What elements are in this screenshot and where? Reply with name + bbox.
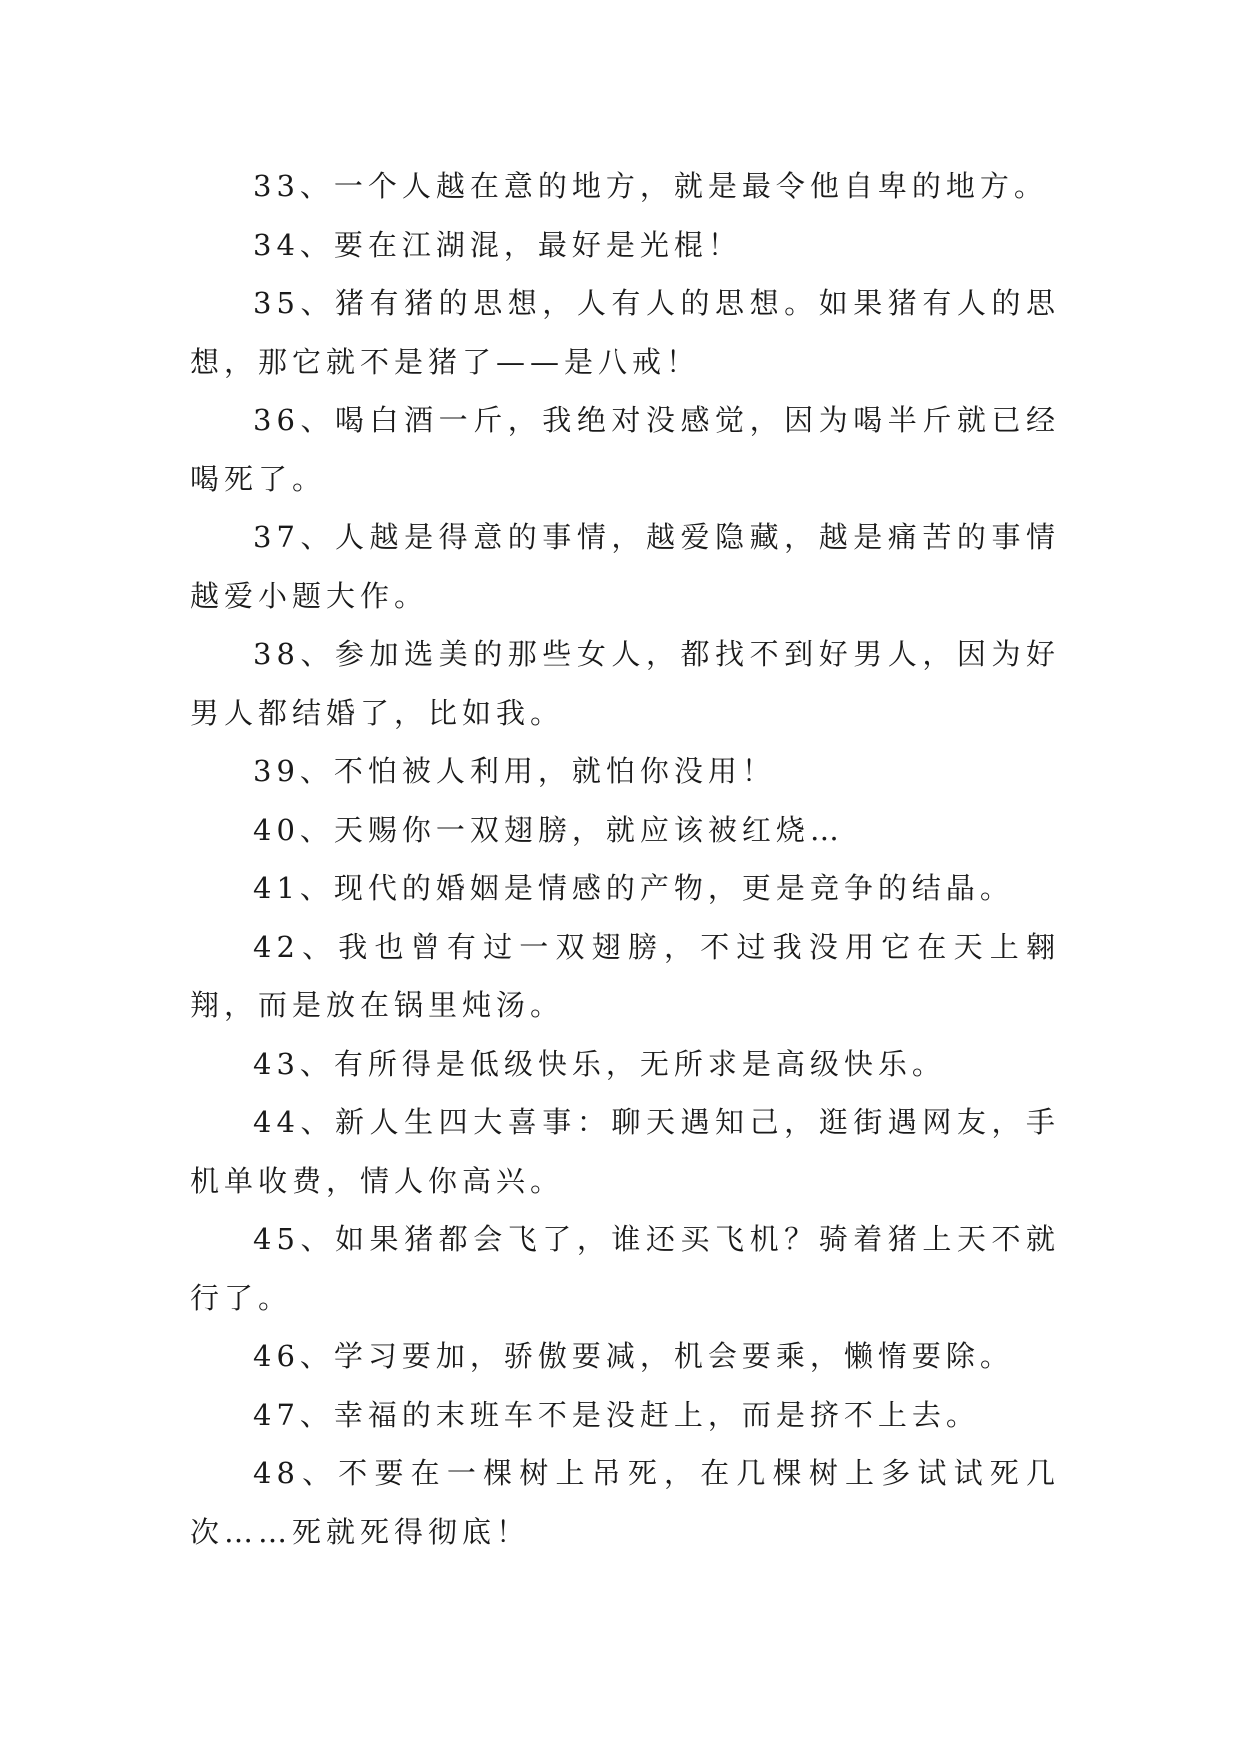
paragraph-40: 40、天赐你一双翅膀，就应该被红烧…	[253, 812, 844, 847]
paragraph-47: 47、幸福的末班车不是没赶上，而是挤不上去。	[253, 1397, 980, 1432]
paragraph-34: 34、要在江湖混，最好是光棍！	[253, 227, 742, 262]
paragraph-43: 43、有所得是低级快乐，无所求是高级快乐。	[253, 1046, 946, 1081]
paragraph-36: 36、喝白酒一斤，我绝对没感觉，因为喝半斤就已经喝死了。	[190, 403, 1060, 496]
paragraph-48: 48、不要在一棵树上吊死，在几棵树上多试试死几次……死就死得彻底！	[190, 1456, 1060, 1549]
paragraph-42: 42、我也曾有过一双翅膀，不过我没用它在天上翱翔，而是放在锅里炖汤。	[190, 929, 1060, 1022]
paragraph-39: 39、不怕被人利用，就怕你没用！	[253, 754, 776, 788]
paragraph-45: 45、如果猪都会飞了，谁还买飞机？骑着猪上天不就行了。	[190, 1222, 1060, 1315]
paragraph-33: 33、一个人越在意的地方，就是最令他自卑的地方。	[253, 169, 1048, 203]
paragraph-41: 41、现代的婚姻是情感的产物，更是竞争的结晶。	[253, 871, 1014, 905]
paragraph-38: 38、参加选美的那些女人，都找不到好男人，因为好男人都结婚了，比如我。	[190, 637, 1060, 730]
paragraph-44: 44、新人生四大喜事：聊天遇知己，逛街遇网友，手机单收费，情人你高兴。	[190, 1105, 1060, 1198]
paragraph-37: 37、人越是得意的事情，越爱隐藏，越是痛苦的事情越爱小题大作。	[190, 520, 1060, 613]
body-text	[190, 157, 1060, 1561]
paragraph-35: 35、猪有猪的思想，人有人的思想。如果猪有人的思想，那它就不是猪了——是八戒！	[190, 286, 1060, 379]
paragraph-46: 46、学习要加，骄傲要减，机会要乘，懒惰要除。	[253, 1339, 1014, 1373]
